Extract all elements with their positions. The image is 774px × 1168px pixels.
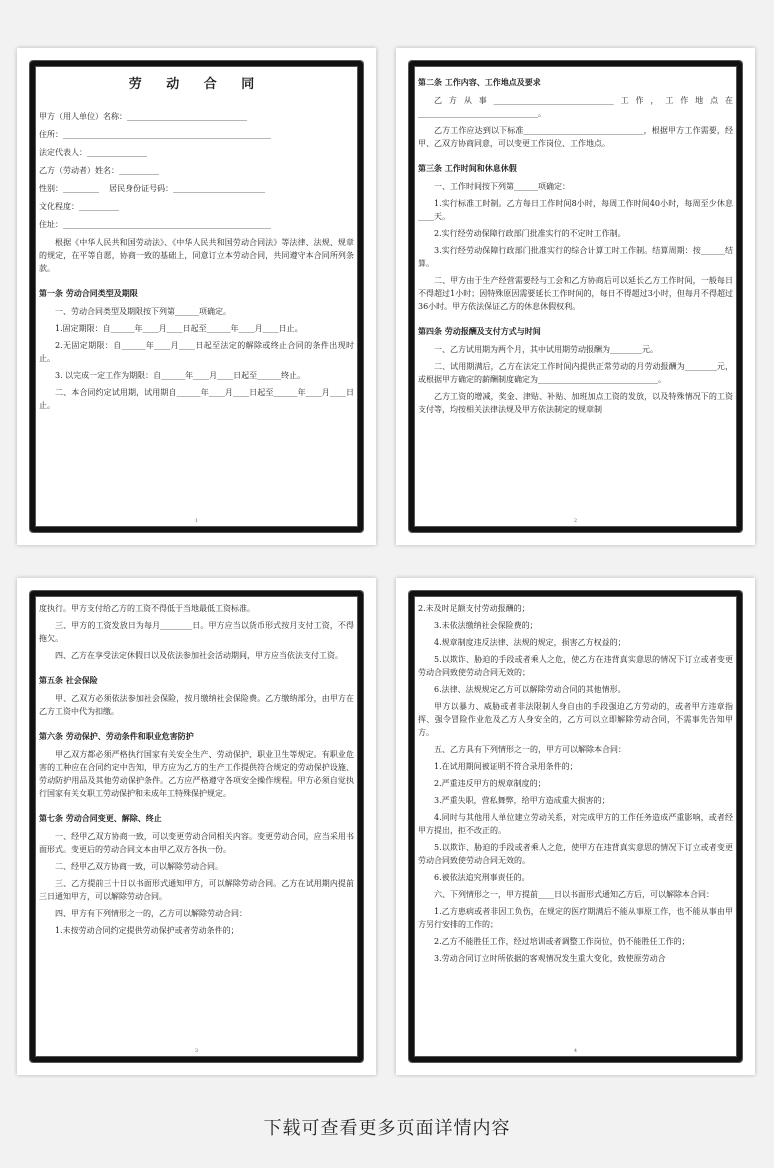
page-number: 1: [194, 518, 199, 524]
contract-page-4: [396, 578, 755, 1075]
clause-paragraph: 3.未依法缴纳社会保险费的；: [434, 621, 538, 630]
clause-paragraph: 度执行。甲方支付给乙方的工资不得低于当地最低工资标准。: [39, 604, 255, 613]
page-number: 4: [573, 1048, 578, 1054]
page-content: [418, 602, 733, 1057]
article-heading: 第一条 劳动合同类型及期限: [39, 288, 138, 298]
form-field-line: 乙方（劳动者）姓名：__________: [39, 166, 159, 175]
clause-paragraph: 1.固定期限：自______年____月____日起至______年____月____日止。: [55, 324, 303, 333]
form-field-line: 性别：_________ 居民身份证号码：_______________________: [39, 184, 266, 193]
clause-paragraph: 2.未及时足额支付劳动报酬的；: [418, 604, 530, 613]
contract-page-3: [17, 578, 376, 1075]
form-field-line: 法定代表人：_______________: [39, 148, 147, 157]
clause-paragraph: 三、甲方的工资发放日为每月________日。甲方应当以货币形式按月支付工资，不得拖欠。: [39, 621, 354, 643]
article-heading: 第六条 劳动保护、劳动条件和职业危害防护: [39, 731, 194, 741]
clause-paragraph: 一、乙方试用期为两个月，其中试用期劳动报酬为________元。: [434, 345, 658, 354]
clause-paragraph: 五、乙方具有下列情形之一的，甲方可以解除本合同：: [434, 745, 626, 754]
clause-paragraph: 甲乙双方都必须严格执行国家有关安全生产、劳动保护、职业卫生等规定。有职业危害的工种应在合同约定中告知，甲方应为乙方的生产工作提供符合规定的劳动保护设施、劳动防护用品及其他劳动保护条件。乙方应严格遵守各项安全操作规程。甲方必须自觉执行国家有关女职工劳动保护和未成年工特殊保护规定。: [39, 750, 354, 798]
clause-paragraph: 二、经甲乙双方协商一致，可以解除劳动合同。: [55, 862, 223, 871]
form-field-line: 文化程度：__________: [39, 202, 119, 211]
clause-paragraph: 四、甲方有下列情形之一的，乙方可以解除劳动合同：: [55, 909, 247, 918]
clause-paragraph: 6.被依法追究刑事责任的。: [434, 873, 530, 882]
contract-page-1: [17, 48, 376, 545]
clause-paragraph: 一、经甲乙双方协商一致，可以变更劳动合同相关内容。变更劳动合同，应当采用书面形式。变更后的劳动合同文本由甲乙双方各执一份。: [39, 832, 354, 854]
article-heading: 第四条 劳动报酬及支付方式与时间: [418, 326, 541, 336]
clause-paragraph: 1.乙方患病或者非因工负伤，在规定的医疗期满后不能从事原工作，也不能从事由甲方另行安排的工作的；: [418, 907, 733, 929]
clause-paragraph: 6.法律、法规规定乙方可以解除劳动合同的其他情形。: [434, 685, 626, 694]
download-more-caption[interactable]: 下载可查看更多页面详情内容: [263, 1118, 511, 1139]
clause-paragraph: 3.劳动合同订立时所依据的客观情况发生重大变化，致使原劳动合: [434, 954, 666, 963]
page-content: [39, 602, 354, 1057]
clause-paragraph: 六、下列情形之一，甲方提前____日以书面形式通知乙方后，可以解除本合同：: [434, 890, 714, 899]
clause-paragraph: 三、乙方提前三十日以书面形式通知甲方，可以解除劳动合同。乙方在试用期内提前三日通知甲方，可以解除劳动合同。: [39, 879, 354, 901]
article-heading: 第七条 劳动合同变更、解除、终止: [39, 813, 162, 823]
clause-paragraph: 乙方工作应达到以下标准______________________________，根据甲方工作需要，经甲、乙双方协商同意，可以变更工作岗位、工作地点。: [418, 126, 733, 148]
clause-paragraph: 2.乙方不能胜任工作，经过培训或者调整工作岗位，仍不能胜任工作的；: [434, 937, 690, 946]
clause-paragraph: 3. 以完成一定工作为期限：自______年____月____日起至______终止。: [55, 371, 306, 380]
clause-paragraph: 1.在试用期间被证明不符合录用条件的；: [434, 762, 578, 771]
clause-paragraph: 一、劳动合同类型及期限按下列第______项确定。: [55, 307, 231, 316]
clause-paragraph: 2.实行经劳动保障行政部门批准实行的不定时工作制。: [434, 229, 626, 238]
clause-paragraph: 四、乙方在享受法定休假日以及依法参加社会活动期间，甲方应当依法支付工资。: [55, 651, 343, 660]
article-heading: 第三条 工作时间和休息休假: [418, 163, 517, 173]
clause-paragraph: 2.严重违反甲方的规章制度的；: [434, 779, 546, 788]
preamble-paragraph: 根据《中华人民共和国劳动法》、《中华人民共和国劳动合同法》等法律、法规、规章的规定，在平等自愿，协商一致的基础上，同意订立本劳动合同，共同遵守本合同所列条款。: [39, 238, 354, 273]
clause-paragraph: 4.同时与其他用人单位建立劳动关系，对完成甲方的工作任务造成严重影响，或者经甲方提出，拒不改正的。: [418, 813, 733, 835]
contract-page-2: [396, 48, 755, 545]
clause-paragraph: 5.以欺诈、胁迫的手段或者乘人之危，使乙方在违背真实意思的情况下订立或者变更劳动合同致使劳动合同无效的；: [418, 655, 733, 677]
clause-paragraph: 二、本合同约定试用期，试用期自______年____月____日起至______年____月____日止。: [39, 388, 354, 410]
form-field-line: 住所：____________________________________________________: [39, 130, 271, 139]
article-heading: 第二条 工作内容、工作地点及要求: [418, 77, 541, 87]
contract-title: 劳 动 合 同: [128, 77, 265, 92]
clause-paragraph: 2.无固定期限：自______年____月____日起至法定的解除或终止合同的条件出现时止。: [39, 341, 354, 363]
clause-paragraph: 3.实行经劳动保障行政部门批准实行的综合计算工时工作制。结算周期：按______结算。: [418, 246, 733, 268]
form-field-line: 甲方（用人单位）名称：______________________________: [39, 112, 247, 121]
clause-paragraph: 5.以欺诈、胁迫的手段或者乘人之危，使甲方在违背真实意思的情况下订立或者变更劳动合同致使劳动合同无效的。: [418, 843, 733, 865]
clause-paragraph: 二、甲方由于生产经营需要经与工会和乙方协商后可以延长乙方工作时间，一般每日不得超过1小时；因特殊原因需要延长工作时间的，每日不得超过3小时，但每月不得超过36小时。甲方依法保证乙方的休息休假权利。: [418, 276, 733, 311]
clause-paragraph: 3.严重失职，营私舞弊，给甲方造成重大损害的；: [434, 796, 610, 805]
clause-paragraph: 乙方从事______________________________工作，工作地点在______________________________。: [418, 96, 733, 118]
article-heading: 第五条 社会保险: [39, 675, 98, 685]
clause-paragraph: 4.规章制度违反法律、法规的规定，损害乙方权益的；: [434, 638, 626, 647]
page-content: [418, 72, 733, 527]
clause-paragraph: 甲、乙双方必须依法参加社会保险，按月缴纳社会保险费。乙方缴纳部分，由甲方在乙方工资中代为扣缴。: [39, 694, 354, 716]
clause-paragraph: 1.未按劳动合同约定提供劳动保护或者劳动条件的；: [55, 926, 239, 935]
clause-paragraph: 二、试用期满后，乙方在法定工作时间内提供正常劳动的月劳动报酬为________元，或根据甲方确定的薪酬制度确定为______________________________。: [418, 362, 733, 384]
form-field-line: 住址：____________________________________________________: [39, 220, 271, 229]
clause-paragraph: 一、工作时间按下列第______项确定：: [434, 182, 570, 191]
clause-paragraph: 甲方以暴力、威胁或者非法限制人身自由的手段强迫乙方劳动的，或者甲方违章指挥、强令冒险作业危及乙方人身安全的，乙方可以立即解除劳动合同，不需事先告知甲方。: [418, 702, 733, 737]
page-content: [39, 72, 354, 527]
page-number: 2: [573, 518, 578, 524]
page-number: 3: [194, 1048, 199, 1054]
clause-paragraph: 乙方工资的增减，奖金、津贴、补贴、加班加点工资的发放，以及特殊情况下的工资支付等，均按相关法律法规及甲方依法制定的规章制: [418, 392, 733, 414]
clause-paragraph: 1.实行标准工时制。乙方每日工作时间8小时，每周工作时间40小时，每周至少休息____天。: [418, 199, 733, 221]
